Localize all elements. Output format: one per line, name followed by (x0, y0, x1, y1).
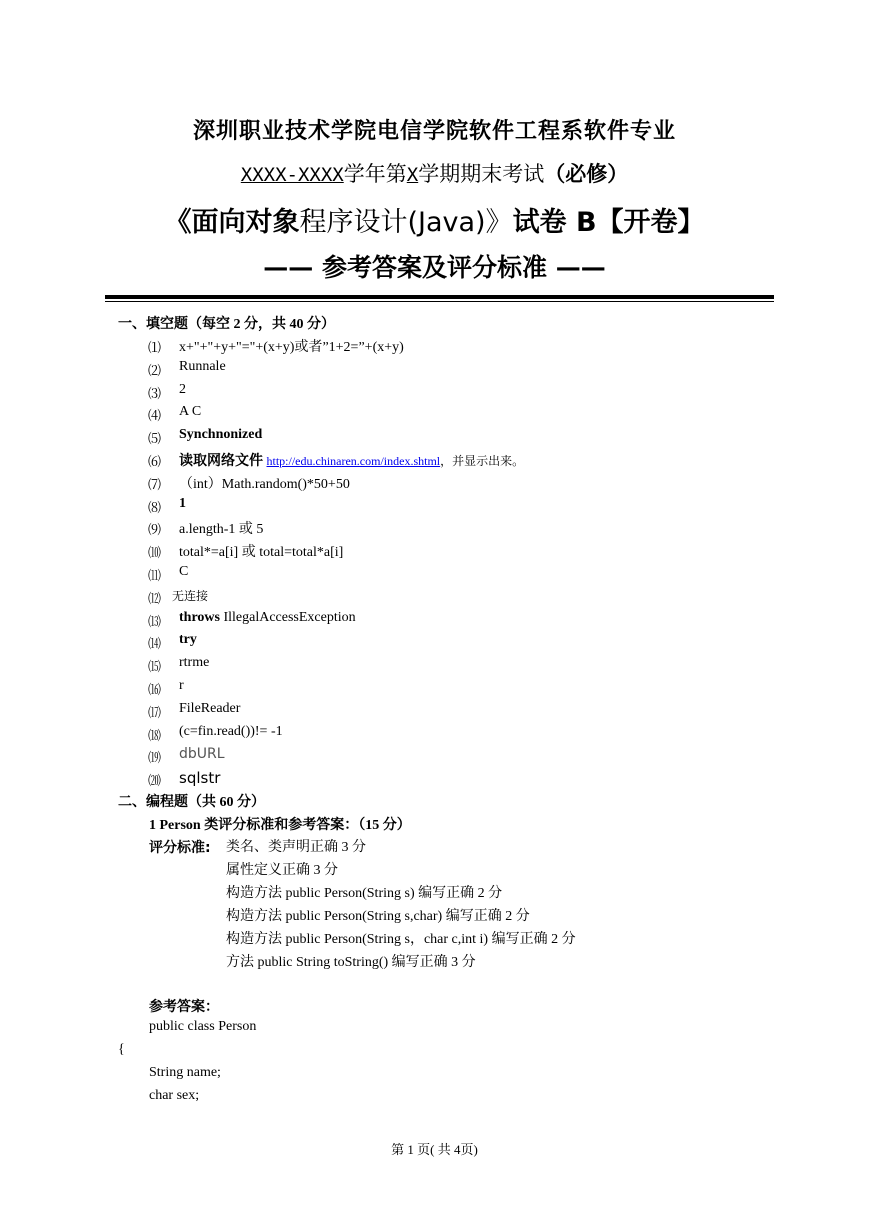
answer-text: try (179, 632, 197, 647)
answer-link[interactable]: http://edu.chinaren.com/index.shtml (266, 454, 441, 468)
code-line: char sex; (149, 1088, 200, 1103)
exam-title (0, 200, 869, 239)
answer-number: ⒁ (148, 637, 162, 652)
answer-number: ⒀ (148, 615, 162, 630)
answer-text: r (179, 678, 184, 693)
required-label: （必修） (544, 162, 629, 186)
answer-text: Synchnonized (179, 427, 263, 442)
answer-text: 无连接 (172, 589, 209, 603)
answer-number: ⑿ (148, 592, 162, 607)
term-number: X (406, 164, 419, 186)
answer-number: ⑷ (148, 409, 162, 424)
answer-text: sqlstr (179, 769, 221, 787)
section1-title: 一、填空题（每空 2 分，共 40 分） (118, 317, 335, 332)
section2-title: 二、编程题（共 60 分） (118, 795, 265, 810)
criteria-item: 构造方法 public Person(String s,char) 编写正确 2 分 (226, 909, 530, 924)
exam-title-part3: 试卷 B【开卷】 (512, 207, 705, 238)
answer-number: ⑼ (148, 523, 162, 538)
answer-keyword: 读取网络文件 (179, 454, 263, 469)
header-divider-thick (105, 295, 774, 299)
q1-title: 1 Person 类评分标准和参考答案：（15 分） (149, 818, 411, 833)
school-header: 深圳职业技术学院电信学院软件工程系软件专业 (192, 119, 676, 144)
answer-text: A C (179, 404, 202, 419)
answer-number: ⑶ (148, 387, 162, 402)
code-line: { (118, 1042, 125, 1057)
answer-text (179, 450, 524, 470)
answer-text: Runnale (179, 359, 226, 374)
answer-text: C (179, 564, 189, 579)
answer-number: ⑸ (148, 432, 162, 447)
code-line: String name; (149, 1065, 221, 1080)
answer-number: ⒃ (148, 683, 162, 698)
criteria-item: 属性定义正确 3 分 (226, 863, 338, 878)
answer-number: ⒅ (148, 729, 162, 744)
answer-text: x+"+"+y+"="+(x+y)或者”1+2=”+(x+y) (179, 340, 404, 355)
answer-number: ⒇ (148, 774, 162, 789)
answer-number: ⒂ (148, 660, 162, 675)
answer-number: ⑺ (148, 478, 162, 493)
answer-number: ⒆ (148, 751, 162, 766)
answer-text: 1 (179, 496, 186, 511)
page-footer: 第 1 页( 共 4页) (391, 1142, 478, 1157)
answer-number: ⑴ (148, 341, 162, 356)
answer-number: ⑹ (148, 455, 162, 470)
answer-tail: ，并显示出来。 (440, 454, 525, 468)
exam-term-line (0, 158, 869, 188)
answer-text: rtrme (179, 655, 210, 670)
answer-text (179, 610, 356, 626)
answer-number: ⑻ (148, 501, 162, 516)
header-divider-thin (105, 301, 774, 302)
answer-text: total*=a[i] 或 total=total*a[i] (179, 545, 344, 560)
code-line: public class Person (149, 1019, 257, 1034)
term-suffix: 学期期末考试 (418, 162, 545, 186)
answer-label: 参考答案： (149, 1000, 219, 1015)
answer-text: FileReader (179, 701, 241, 716)
answer-text: 2 (179, 382, 186, 397)
exam-title-part1: 《面向对象 (164, 207, 300, 238)
exam-title-part2: 程序设计(Java)》 (299, 207, 513, 238)
answer-text: dbURL (179, 746, 225, 762)
criteria-item: 方法 public String toString() 编写正确 3 分 (226, 955, 476, 970)
answer-number: ⑾ (148, 569, 162, 584)
criteria-label: 评分标准: (149, 840, 211, 856)
criteria-item: 类名、类声明正确 3 分 (226, 840, 366, 855)
answer-number: ⑽ (148, 546, 162, 561)
criteria-item: 构造方法 public Person(String s) 编写正确 2 分 (226, 886, 503, 901)
answer-text: (c=fin.read())!= -1 (179, 724, 283, 739)
answer-keyword: throws (179, 610, 220, 625)
answer-text: （int）Math.random()*50+50 (179, 477, 350, 492)
answer-number: ⑵ (148, 364, 162, 379)
answer-key-title: —— 参考答案及评分标准 —— (263, 253, 606, 282)
criteria-item: 构造方法 public Person(String s，char c,int i) 编写正确 2 分 (226, 932, 576, 947)
answer-tail: IllegalAccessException (219, 610, 356, 625)
answer-number: ⒄ (148, 706, 162, 721)
term-prefix: 学年第 (343, 162, 407, 186)
answer-text: a.length-1 或 5 (179, 522, 264, 537)
academic-year: XXXX-XXXX (240, 164, 344, 186)
